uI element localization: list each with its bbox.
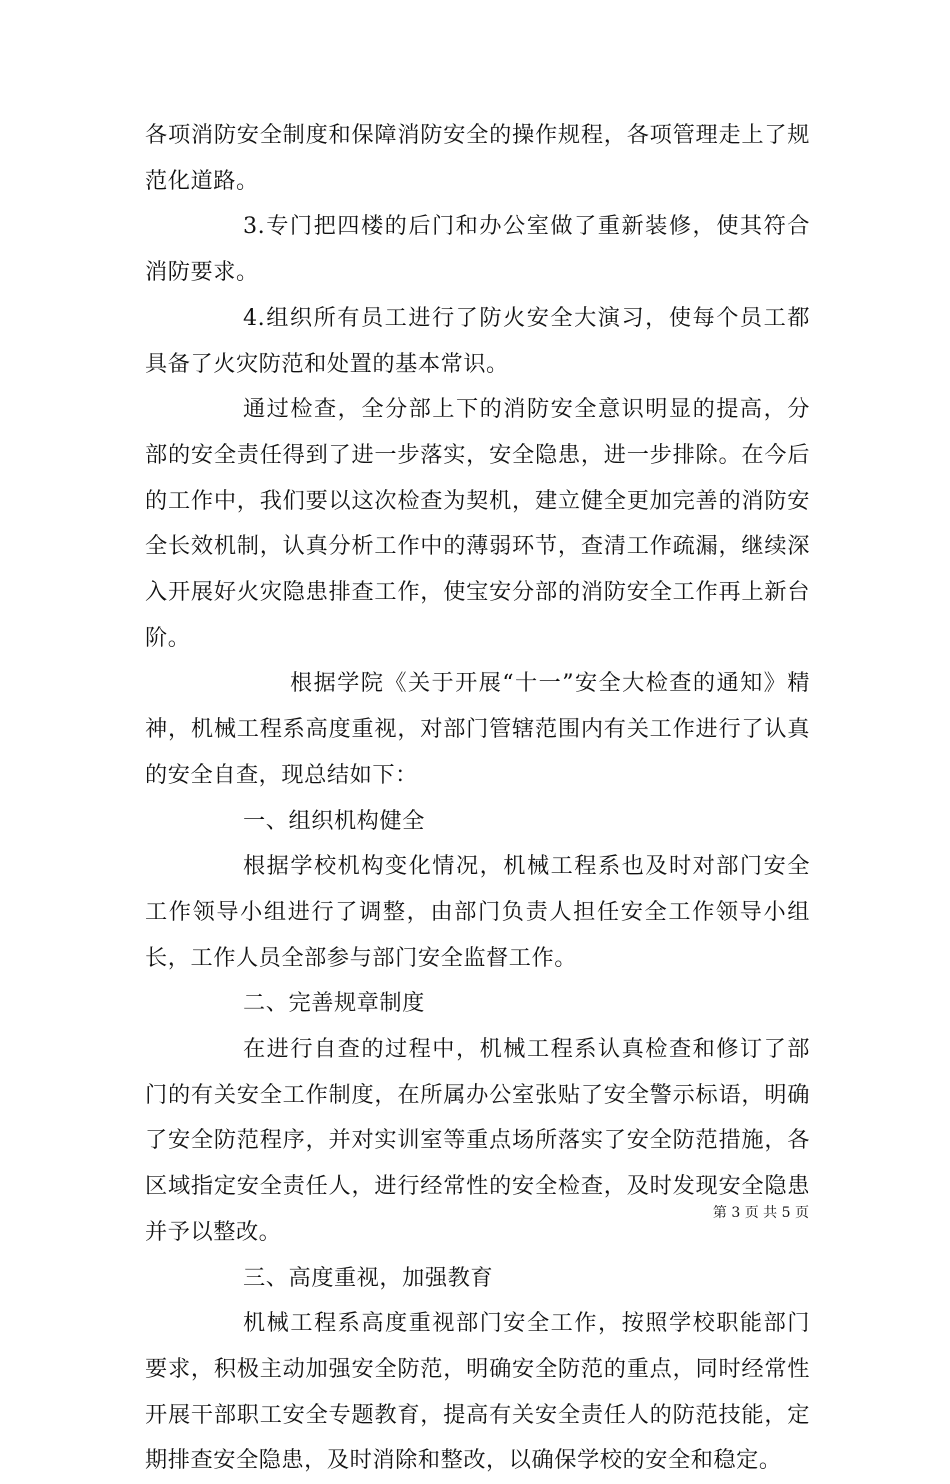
section-heading-3: 三、高度重视，加强教育 — [243, 1264, 494, 1291]
page-number: 第 3 页 共 5 页 — [712, 1205, 809, 1221]
paragraph-section-3: 机械工程系高度重视部门安全工作，按照学校职能部门要求，积极主动加强安全防范，明确安全防范的重点，同时经常性开展干部职工安全专题教育，提高有关安全责任人的防范技能，定期排查安全隐患，及时消除和整改，以确保学校的安全和稳定。 — [145, 1310, 810, 1474]
paragraph-item-3: 3.专门把四楼的后门和办公室做了重新装修，使其符合消防要求。 — [145, 213, 810, 286]
paragraph-intro: 根据学院《关于开展“十一”安全大检查的通知》精神，机械工程系高度重视，对部门管辖范围内有关工作进行了认真的安全自查，现总结如下： — [145, 670, 810, 788]
section-heading-1: 一、组织机构健全 — [243, 807, 425, 834]
paragraph-continuation: 各项消防安全制度和保障消防安全的操作规程，各项管理走上了规范化道路。 — [145, 122, 810, 194]
page-footer — [713, 1204, 809, 1222]
section-heading-2: 二、完善规章制度 — [243, 990, 425, 1017]
paragraph-section-1: 根据学校机构变化情况，机械工程系也及时对部门安全工作领导小组进行了调整，由部门负责人担任安全工作领导小组长，工作人员全部参与部门安全监督工作。 — [145, 853, 810, 971]
paragraph-item-4: 4.组织所有员工进行了防火安全大演习，使每个员工都具备了火灾防范和处置的基本常识。 — [145, 304, 810, 377]
document-body — [145, 113, 810, 1484]
paragraph-summary: 通过检查，全分部上下的消防安全意识明显的提高，分部的安全责任得到了进一步落实，安全隐患，进一步排除。在今后的工作中，我们要以这次检查为契机，建立健全更加完善的消防安全长效机制，认真分析工作中的薄弱环节，查清工作疏漏，继续深入开展好火灾隐患排查工作，使宝安分部的消防安全工作再上新台阶。 — [145, 396, 810, 651]
paragraph-section-2: 在进行自查的过程中，机械工程系认真检查和修订了部门的有关安全工作制度，在所属办公室张贴了安全警示标语，明确了安全防范程序，并对实训室等重点场所落实了安全防范措施，各区域指定安全责任人，进行经常性的安全检查，及时发现安全隐患并予以整改。 — [145, 1036, 810, 1245]
